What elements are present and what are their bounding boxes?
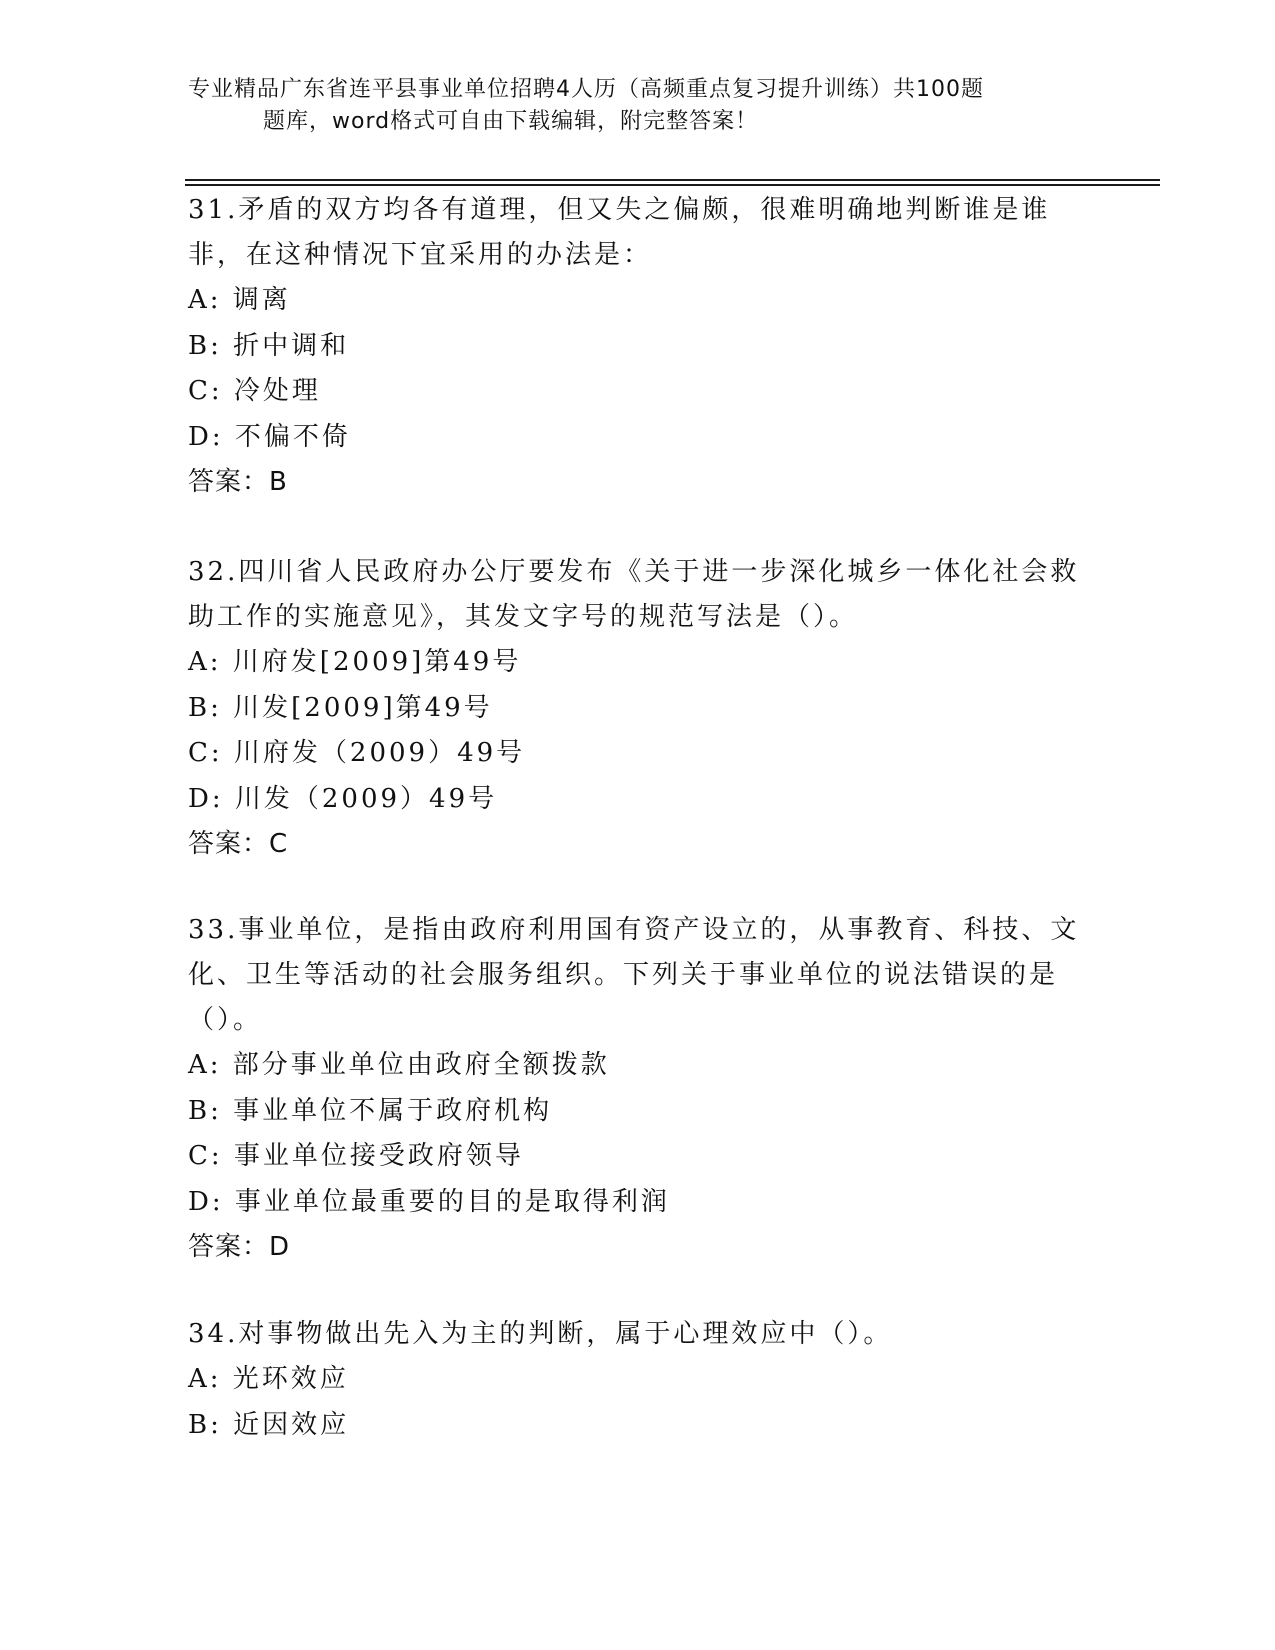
- question-stem: 33.事业单位，是指由政府利用国有资产设立的，从事教育、科技、文化、卫生等活动的社会服务组织。下列关于事业单位的说法错误的是（）。: [188, 915, 1080, 1035]
- option-b: B: 折中调和: [188, 330, 350, 361]
- option-b: B: 事业单位不属于政府机构: [188, 1095, 553, 1126]
- question-31: [188, 188, 1088, 505]
- option-c: C: 冷处理: [188, 376, 321, 406]
- question-32: [188, 550, 1088, 867]
- document-header: [188, 74, 1088, 138]
- answer-label: 答案：D: [188, 1232, 291, 1262]
- option-b: B: 近因效应: [188, 1409, 350, 1440]
- option-b: B: 川发[2009]第49号: [188, 692, 493, 723]
- option-a: A: 光环效应: [188, 1364, 349, 1394]
- option-a: A: 川府发[2009]第49号: [188, 647, 522, 677]
- header-title-line-2: 题库，word格式可自由下载编辑，附完整答案！: [263, 109, 759, 134]
- question-stem: 31.矛盾的双方均各有道理，但又失之偏颇，很难明确地判断谁是谁非，在这种情况下宜采用的办法是：: [188, 195, 1051, 270]
- header-divider-bottom: [185, 184, 1160, 186]
- question-34: [188, 1312, 1088, 1448]
- option-a: A: 部分事业单位由政府全额拨款: [188, 1050, 610, 1080]
- option-d: D: 不偏不倚: [188, 421, 351, 452]
- question-stem: 32.四川省人民政府办公厅要发布《关于进一步深化城乡一体化社会救助工作的实施意见》，其发文字号的规范写法是（）。: [188, 557, 1080, 632]
- answer-label: 答案：C: [188, 829, 289, 859]
- header-title-line-1: 专业精品广东省连平县事业单位招聘4人历（高频重点复习提升训练）共100题: [188, 77, 984, 102]
- option-d: D: 川发（2009）49号: [188, 783, 498, 814]
- option-c: C: 事业单位接受政府领导: [188, 1141, 524, 1171]
- header-divider-top: [185, 179, 1160, 181]
- option-a: A: 调离: [188, 285, 291, 315]
- option-c: C: 川府发（2009）49号: [188, 738, 526, 768]
- question-stem: 34.对事物做出先入为主的判断，属于心理效应中（）。: [188, 1319, 893, 1349]
- answer-label: 答案：B: [188, 467, 288, 497]
- option-d: D: 事业单位最重要的目的是取得利润: [188, 1186, 670, 1217]
- question-33: [188, 908, 1088, 1270]
